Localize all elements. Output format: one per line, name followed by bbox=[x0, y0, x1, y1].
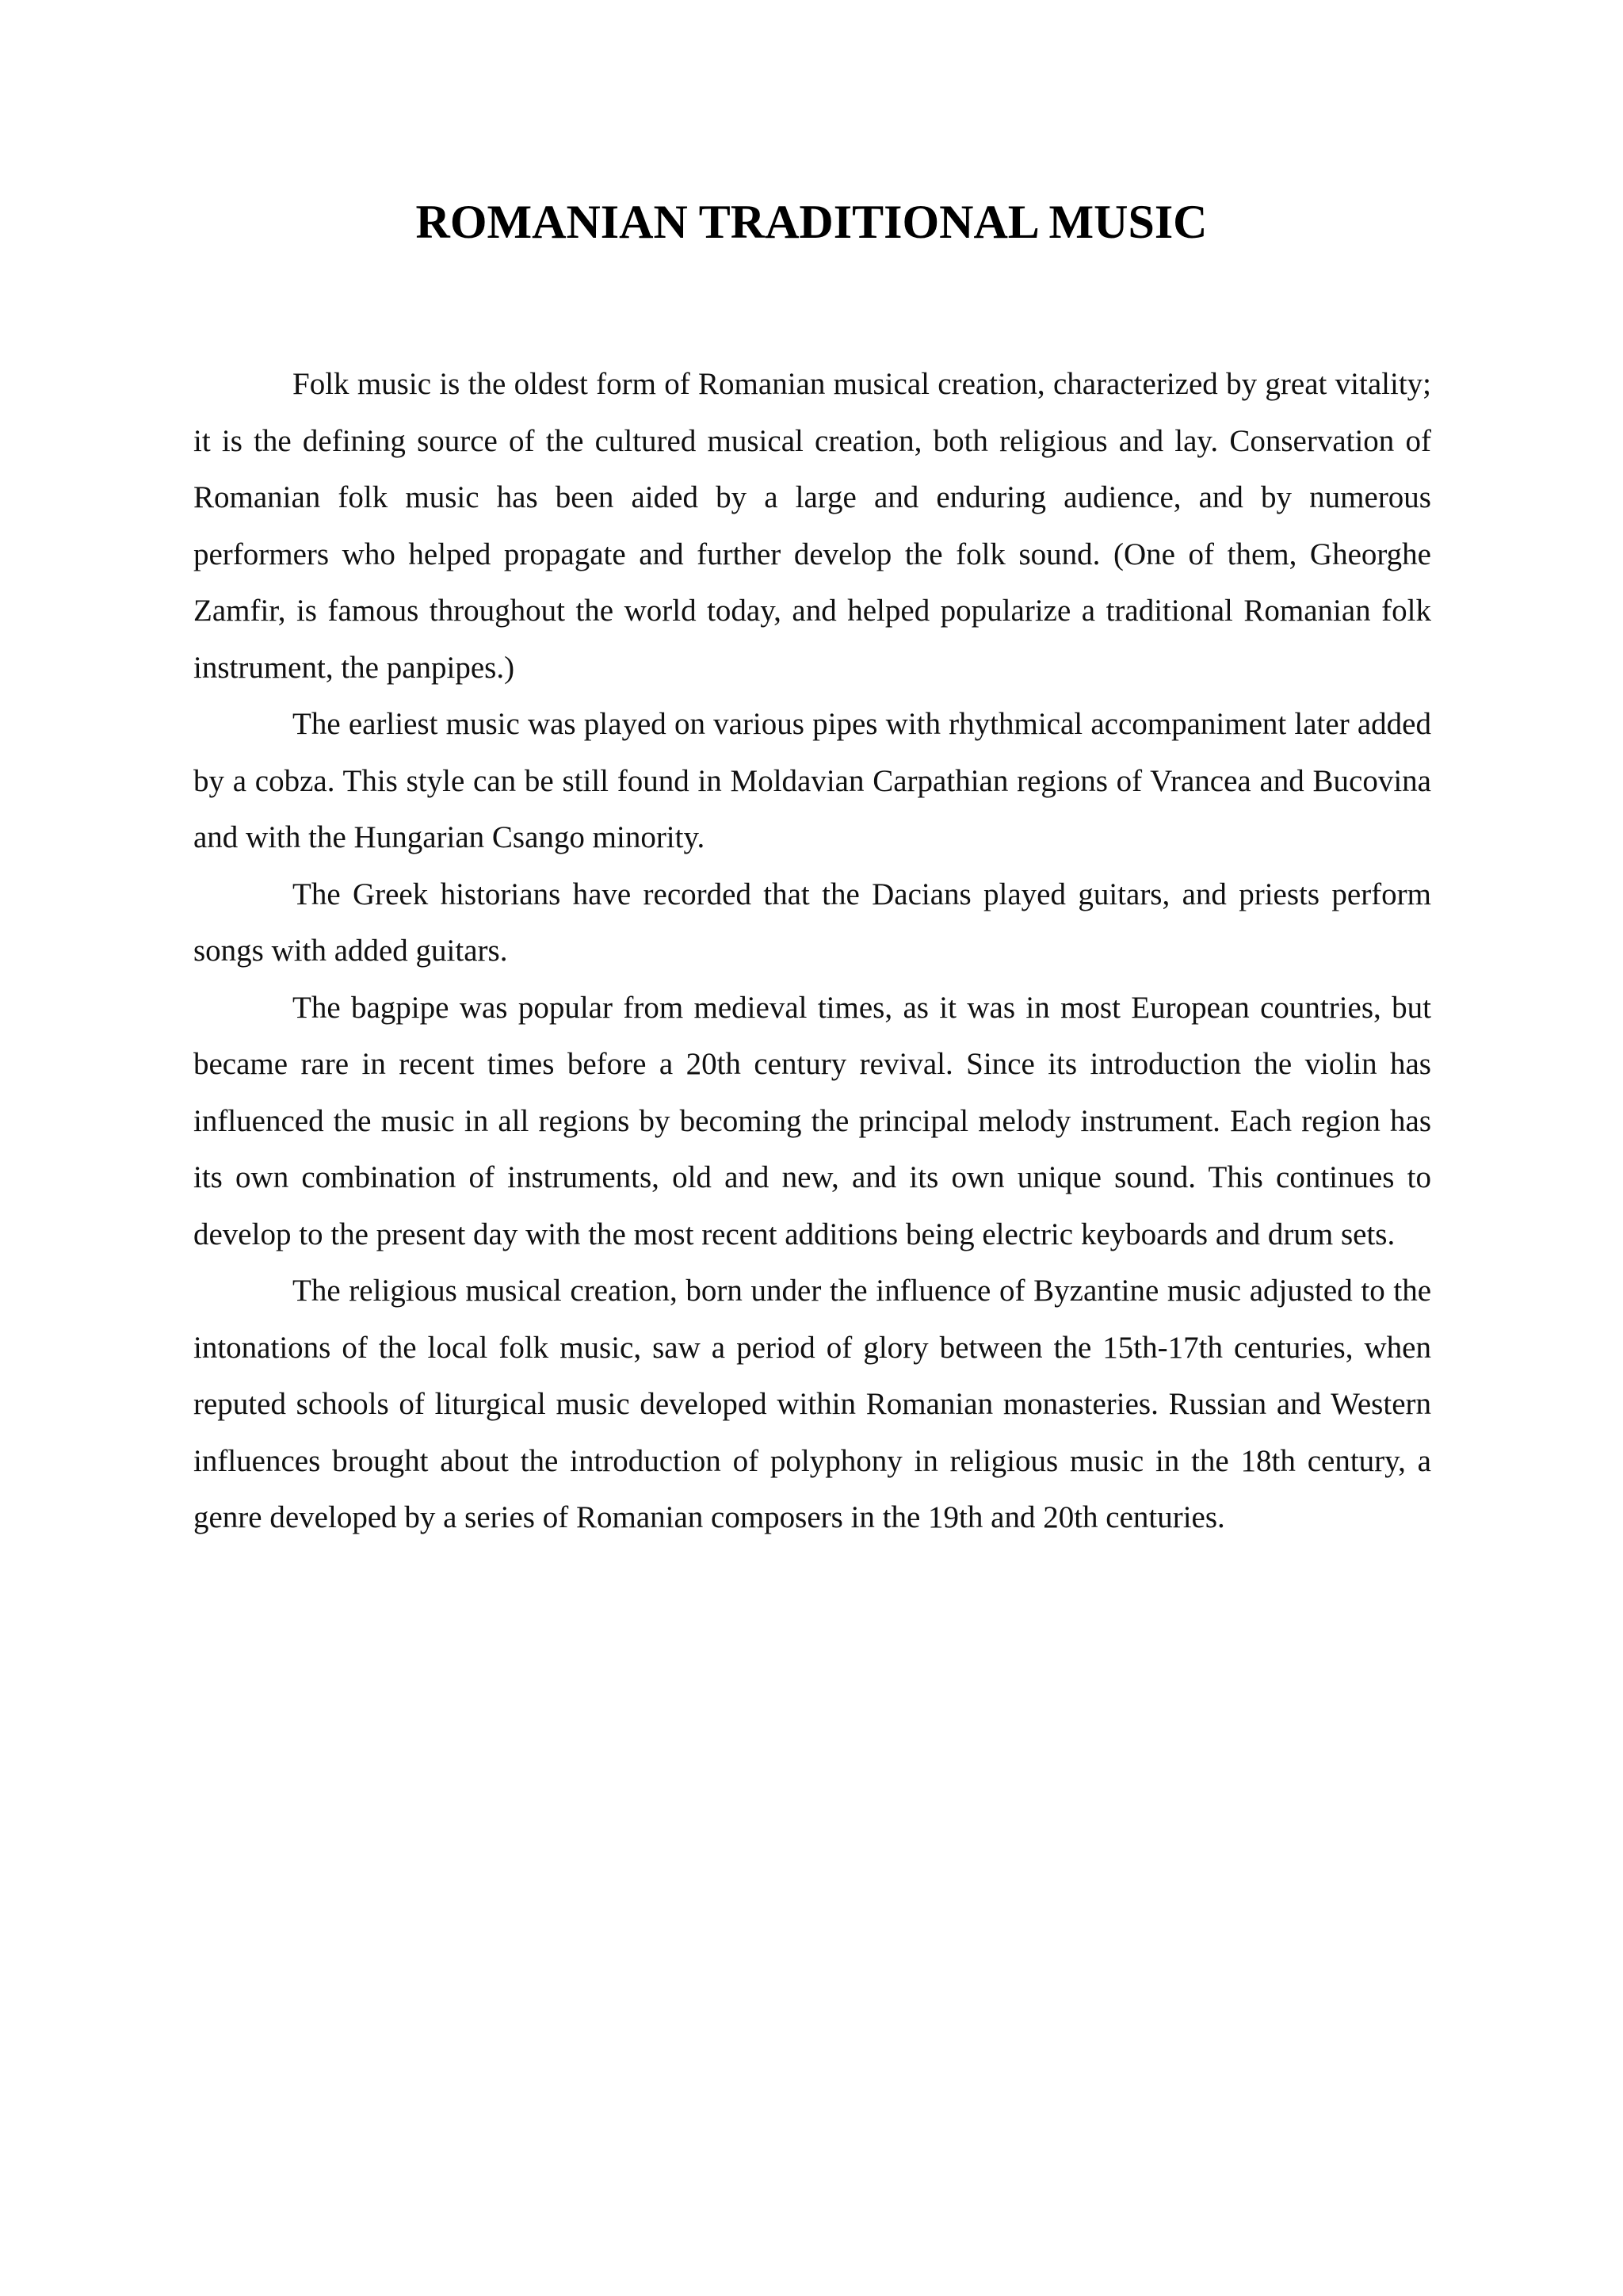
paragraph-greek-historians: The Greek historians have recorded that the Dacians played guitars, and priests perform songs with added guitars. bbox=[193, 877, 1431, 968]
document-title: ROMANIAN TRADITIONAL MUSIC bbox=[415, 196, 1208, 248]
paragraph-earliest-music: The earliest music was played on various pipes with rhythmical accompaniment later added by a cobza. This style can be still found in Moldavian Carpathian regions of Vrancea and Bucovina and with the Hungarian Csango minority. bbox=[193, 707, 1431, 854]
paragraph-bagpipe: The bagpipe was popular from medieval times, as it was in most European countries, but became rare in recent times before a 20th century revival. Since its introduction the violin has influenced the music in all regions by becoming the principal melody instrument. Each region has its own combination of instruments, old and new, and its own unique sound. This continues to develop to the present day with the most recent additions being electric keyboards and drum sets. bbox=[193, 990, 1431, 1251]
paragraph-folk-music: Folk music is the oldest form of Romanian musical creation, characterized by great vitality; it is the defining source of the cultured musical creation, both religious and lay. Conservation of Romanian folk music has been aided by a large and enduring audience, and by numerous performers who helped propagate and further develop the folk sound. (One of them, Gheorghe Zamfir, is famous throughout the world today, and helped popularize a traditional Romanian folk instrument, the panpipes.) bbox=[193, 367, 1431, 685]
document-body bbox=[193, 356, 1431, 1546]
paragraph-religious-music: The religious musical creation, born under the influence of Byzantine music adjusted to the intonations of the local folk music, saw a period of glory between the 15th-17th centuries, when reputed schools of liturgical music developed within Romanian monasteries. Russian and Western influences brought about the introduction of polyphony in religious music in the 18th century, a genre developed by a series of Romanian composers in the 19th and 20th centuries. bbox=[193, 1274, 1431, 1534]
